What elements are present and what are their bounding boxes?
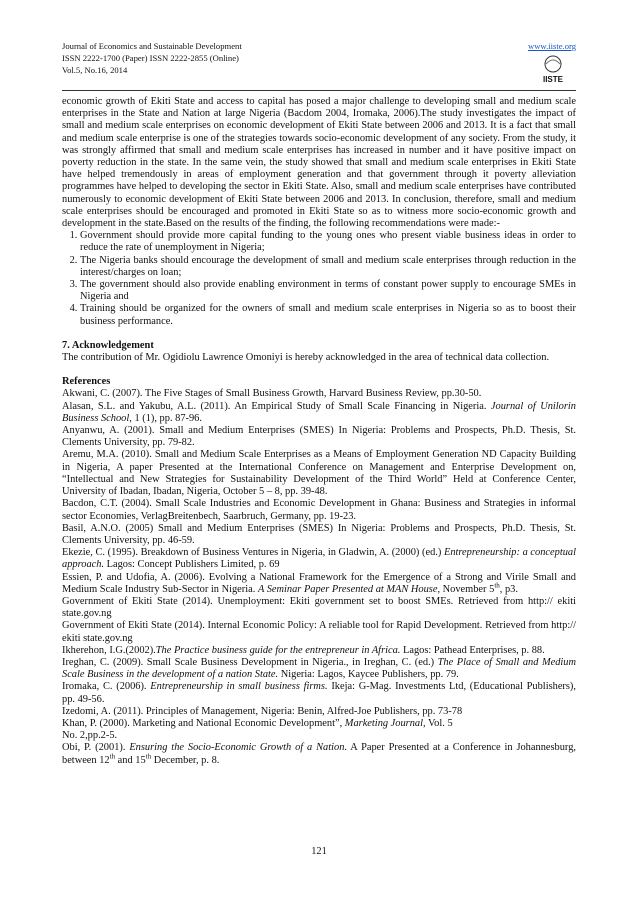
reference-pre: Basil, A.N.O. (2005) Small and Medium Enterprises (SMES) In Nigeria: Problems and Prospects, Ph.D. Thesis, St. Clements University, pp. 46-59. — [62, 522, 576, 546]
reference-post: Nigeria: Lagos, Kaycee Publishers, pp. 79. — [278, 669, 459, 681]
reference-post: . A Paper Presented at a Conference in Johannesburg, between 12 — [62, 742, 576, 766]
reference-pre: Ikherehon, I.G.(2002). — [62, 644, 156, 656]
logo-text: IISTE — [542, 75, 564, 84]
reference-item — [62, 449, 576, 498]
list-item: 2. The Nigeria banks should encourage the development of small and medium scale enterprises through reduction in the interest/charges on loan; — [80, 255, 576, 279]
reference-pre: Izedomi, A. (2011). Principles of Management, Nigeria: Benin, Alfred-Joe Publishers, pp. 73-78 — [62, 705, 463, 717]
reference-ital: A Seminar Paper Presented at MAN House — [257, 583, 438, 595]
reference-line2: No. 2,pp.2-5. — [62, 730, 118, 742]
page-number: 121 — [311, 846, 327, 857]
reference-item — [62, 620, 576, 644]
reference-pre: Ekezie, C. (1995). Breakdown of Business Ventures in Nigeria, in Gladwin, A. (2000) (ed.) — [62, 547, 444, 559]
reference-ital: Entrepreneurship in small business firms. — [150, 681, 328, 693]
page-content — [62, 96, 576, 767]
reference-ital: Journal of Unilorin Business School — [62, 400, 576, 424]
body-paragraph: economic growth of Ekiti State and access to capital has posed a major challenge to developing small and medium scale enterprises in the State and Nation at large Nigeria (Bacdom 2004, Iromaka, 2006).The study investigates the impact of small and medium scale enterprises on economic development of Ekiti State between 2006 and 2013. It is a fact that small and medium scale enterprise is one of the strategies towards socio-economic development of any society. From the study, it was strongly affirmed that small and medium scale enterprises has increased in number and it have positive impact on poverty reduction in the state. In the same vein, the study showed that small and medium scale enterprises in Ekiti State have helped tremendously in areas of employment generation and that government through it poverty alleviation programmes have helped to developing the sector in Ekiti State. Also, small and medium scale enterprises have contributed numerously to economic development of Ekiti State between 2006 and 2013. In conclusion, therefore, small and medium scale enterprises should be encouraged and promoted in Ekiti State so as to witness more socio-economic growth and development in the state.Based on the results of the finding, the following recommendations were made:- — [62, 96, 576, 230]
reference-post: , 1 (1), pp. 87-96. — [129, 412, 202, 424]
list-item: 4. Training should be organized for the owners of small and medium scale enterprises in Nigeria so as to boost their business performance. — [80, 303, 576, 327]
iiste-logo-icon — [536, 54, 570, 84]
acknowledgement-heading: 7. Acknowledgement — [62, 339, 154, 351]
list-item: 1. Government should provide more capital funding to the young ones who present viable business ideas in order to reduce the rate of unemployment in Nigeria; — [80, 230, 576, 254]
reference-item — [62, 596, 576, 620]
journal-issn: ISSN 2222-1700 (Paper) ISSN 2222-2855 (Online) — [62, 53, 239, 63]
reference-sup2: th — [145, 752, 152, 761]
list-item: 3. The government should also provide enabling environment in terms of constant power supply to encourage SMEs in Nigeria and — [80, 279, 576, 303]
reference-post: , November 5 — [437, 583, 495, 595]
journal-title: Journal of Economics and Sustainable Development — [62, 41, 242, 51]
reference-item — [62, 498, 576, 522]
reference-item — [62, 645, 576, 657]
reference-item — [62, 425, 576, 449]
header-rule — [62, 90, 576, 91]
reference-pre: Obi, P. (2001). — [62, 742, 130, 754]
reference-tail: and 15 — [115, 754, 146, 766]
references-heading: References — [62, 376, 111, 388]
reference-pre: Iromaka, C. (2006). — [62, 681, 151, 693]
reference-item — [62, 523, 576, 547]
reference-item — [62, 706, 576, 718]
reference-ital: Entrepreneurship: a conceptual approach. — [62, 547, 576, 571]
reference-post: Lagos: Concept Publishers Limited, p. 69 — [104, 559, 280, 571]
reference-ital: The Place of Small and Medium Scale Business in the development of a nation State. — [62, 656, 576, 681]
website-link[interactable]: www.iiste.org — [528, 41, 576, 51]
reference-item — [62, 657, 576, 681]
reference-item — [62, 401, 576, 425]
reference-item — [62, 547, 576, 571]
acknowledgement-text: The contribution of Mr. Ogidiolu Lawrence Omoniyi is hereby acknowledged in the area of technical data collection. — [62, 352, 550, 364]
reference-item — [62, 388, 576, 400]
reference-pre: Bacdon, C.T. (2004). Small Scale Industries and Economic Development in Ghana: Business and Strategies in informal sector Economies, VerlagBreitenbech, Saarbruch, Germany, pp. 19-23. — [62, 498, 576, 522]
reference-pre: Anyanwu, A. (2001). Small and Medium Enterprises (SMES) In Nigeria: Problems and Prospects, Ph.D. Thesis, St. Clements University, pp. 79-82. — [62, 425, 576, 449]
reference-pre: Aremu, M.A. (2010). Small and Medium Scale Enterprises as a Means of Employment Generation ND Capacity Building in Nigeria, A paper Presented at the International Conference on Management and Enterprise Development on, “Intellectual and New Strategies for Sustainability Development of the Third World” Held at Conference Center, University of Ibadan, Ibadan, Nigeria, October 5 – 8, pp. 39-48. — [62, 449, 576, 498]
reference-ital: Marketing Journal, — [344, 717, 426, 729]
reference-post: Lagos: Pathead Enterprises, p. 88. — [400, 644, 545, 656]
reference-item — [62, 718, 576, 742]
reference-post: Vol. 5 — [425, 717, 453, 729]
reference-pre: Khan, P. (2000). Marketing and National Economic Development”, — [62, 717, 345, 729]
reference-item — [62, 572, 576, 596]
reference-sup: th — [494, 581, 500, 590]
references-list — [62, 388, 576, 766]
reference-pre: Ireghan, C. (2009). Small Scale Business Development in Nigeria., in Ireghan, C. (ed.) — [62, 656, 438, 668]
reference-ital: Ensuring the Socio-Economic Growth of a Nation — [129, 742, 345, 754]
reference-pre: Essien, P. and Udofia, A. (2006). Evolving a National Framework for the Emergence of a Strong and Virile Small and Medium Scale Industry Sub-Sector in Nigeria. — [62, 571, 576, 595]
reference-pre: Government of Ekiti State (2014). Unemployment: Ekiti government set to boost SMEs. Retrieved from http:// ekiti state.gov.ng — [62, 595, 576, 620]
reference-pre: Government of Ekiti State (2014). Internal Economic Policy: A reliable tool for Rapid Development. Retrieved from http:// ekiti state.gov.ng — [62, 620, 576, 644]
reference-tail: , p3. — [499, 583, 518, 595]
reference-tail2: December, p. 8. — [151, 754, 220, 766]
journal-header — [62, 40, 576, 88]
reference-item — [62, 681, 576, 705]
reference-sup: th — [109, 752, 116, 761]
reference-item — [62, 742, 576, 766]
recommendations-list — [62, 230, 576, 328]
reference-post: Ikeja: G-Mag. Investments Ltd, (Educational Publishers), pp. 49-56. — [62, 681, 576, 705]
reference-ital: The Practice business guide for the entrepreneur in Africa. — [155, 644, 401, 656]
reference-pre: Akwani, C. (2007). The Five Stages of Small Business Growth, Harvard Business Review, pp.30-50. — [62, 388, 482, 400]
reference-pre: Alasan, S.L. and Yakubu, A.L. (2011). An Empirical Study of Small Scale Financing in Nigeria. — [62, 400, 491, 412]
journal-volume: Vol.5, No.16, 2014 — [62, 65, 128, 75]
